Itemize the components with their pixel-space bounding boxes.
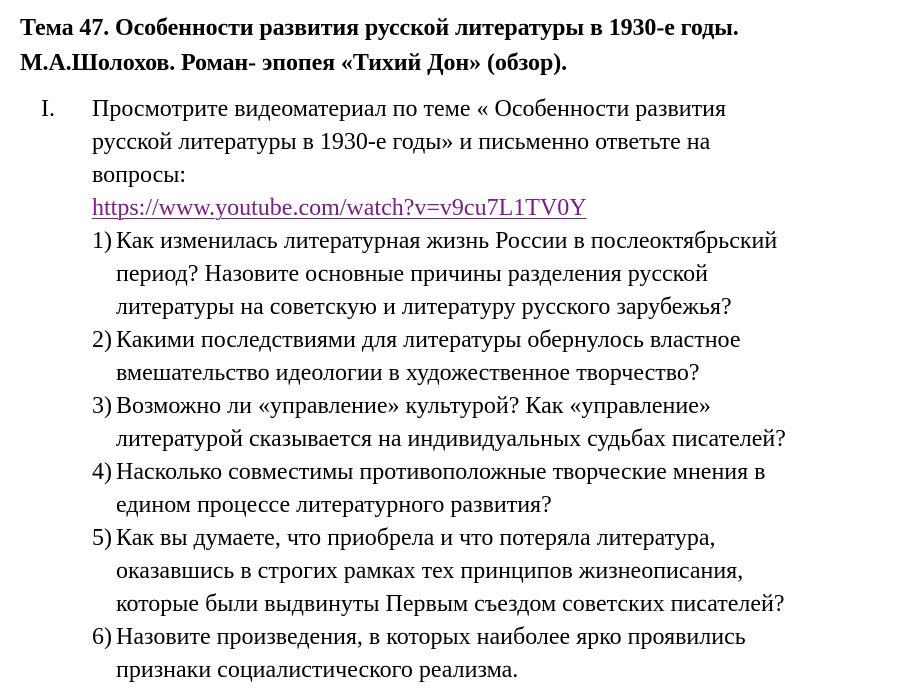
video-link[interactable]: https://www.youtube.com/watch?v=v9cu7L1TV0Y <box>92 195 587 221</box>
intro-paragraph <box>92 93 892 225</box>
intro-line: Просмотрите видеоматериал по теме « Особенности развития <box>92 96 726 122</box>
question-line: Возможно ли «управление» культурой? Как «управление» <box>116 393 711 419</box>
question-number: 5) <box>92 525 112 551</box>
question-line: признаки социалистического реализма. <box>116 657 519 683</box>
section-body <box>92 93 892 687</box>
question-line: едином процессе литературного развития? <box>116 492 552 518</box>
question-line: период? Назовите основные причины разделения русской <box>116 261 708 287</box>
question-item <box>92 324 892 390</box>
question-line: Насколько совместимы противоположные творческие мнения в <box>116 459 766 485</box>
question-number: 3) <box>92 393 112 419</box>
question-line: Назовите произведения, в которых наиболее ярко проявились <box>116 624 746 650</box>
question-line: Какими последствиями для литературы обернулось властное <box>116 327 741 353</box>
question-number: 1) <box>92 228 112 254</box>
intro-line: вопросы: <box>92 162 187 188</box>
question-item <box>92 225 892 324</box>
question-line: Как вы думаете, что приобрела и что потеряла литература, <box>116 525 716 551</box>
question-list <box>92 225 892 687</box>
question-number: 4) <box>92 459 112 485</box>
question-line: оказавшись в строгих рамках тех принципов жизнеописания, <box>116 558 744 584</box>
question-line: литературой сказывается на индивидуальных судьбах писателей? <box>116 426 786 452</box>
intro-line: русской литературы в 1930-е годы» и письменно ответьте на <box>92 129 711 155</box>
question-number: 6) <box>92 624 112 650</box>
question-line: литературы на советскую и литературу русского зарубежья? <box>116 294 732 320</box>
question-item <box>92 390 892 456</box>
question-item <box>92 522 892 621</box>
question-item <box>92 621 892 687</box>
link-line <box>92 192 892 225</box>
question-line: вмешательство идеологии в художественное творчество? <box>116 360 700 386</box>
question-line: которые были выдвинуты Первым съездом советских писателей? <box>116 591 785 617</box>
question-item <box>92 456 892 522</box>
question-line: Как изменилась литературная жизнь России в послеоктябрьский <box>116 228 778 254</box>
question-number: 2) <box>92 327 112 353</box>
page-title <box>20 11 890 81</box>
title-line: М.А.Шолохов. Роман- эпопея «Тихий Дон» (обзор). <box>20 50 567 76</box>
title-line: Тема 47. Особенности развития русской литературы в 1930-е годы. <box>20 15 739 41</box>
section-marker: I. <box>41 96 55 122</box>
